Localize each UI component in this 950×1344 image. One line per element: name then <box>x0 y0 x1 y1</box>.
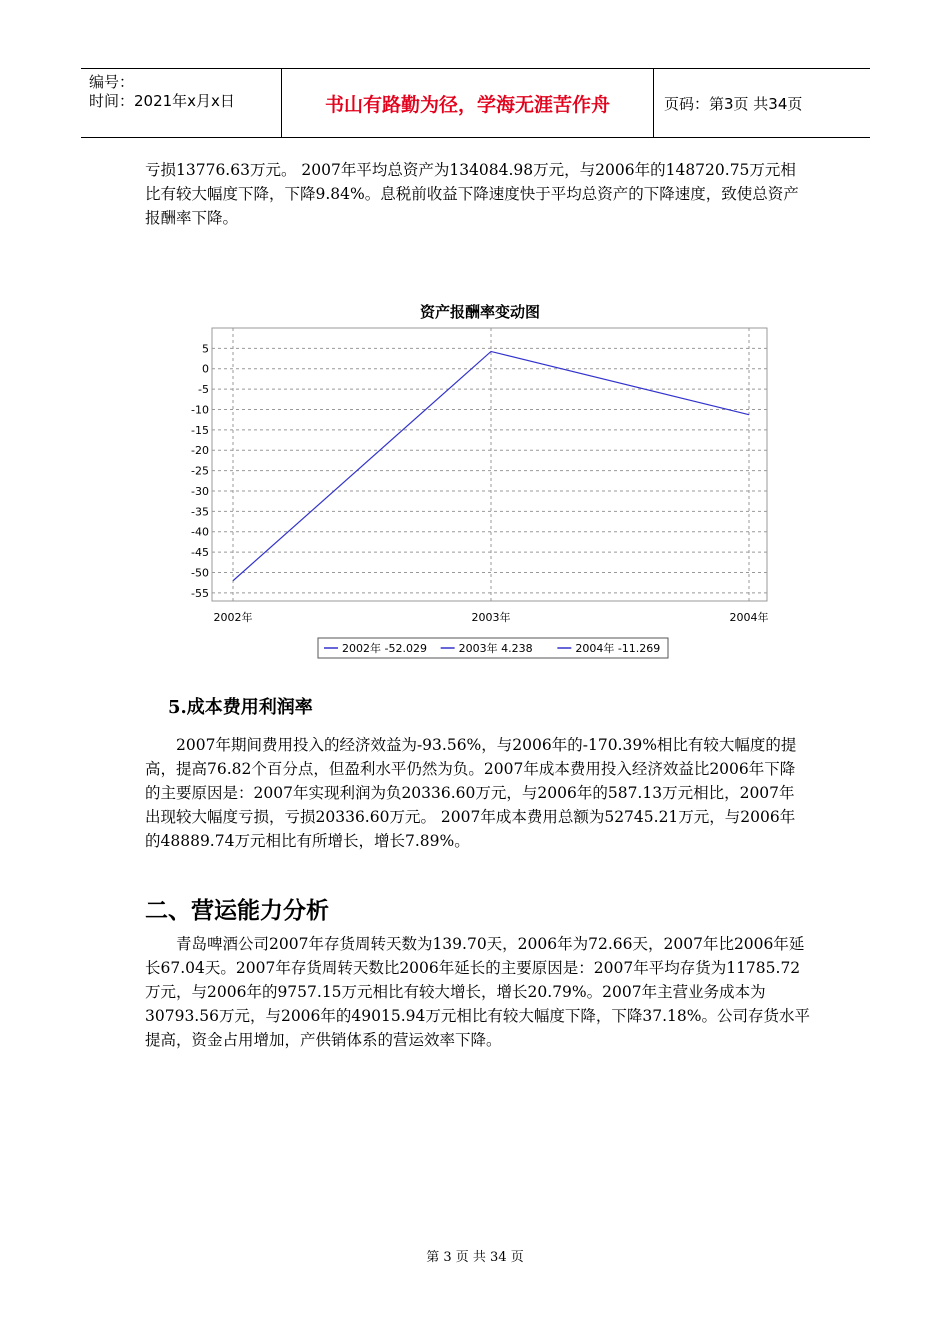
header-time: 时间：2021年x月x日 <box>89 92 235 110</box>
page-header <box>81 68 870 138</box>
chart-legend <box>318 638 668 658</box>
header-number: 编号： <box>89 73 135 91</box>
legend-label: 2002年 -52.029 <box>342 642 427 655</box>
paragraph-asset-return: 亏损13776.63万元。 2007年平均总资产为134084.98万元，与2006年的148720.75万元相比有较大幅度下降，下降9.84%。息税前收益下降速度快于平均总资产的下降速度，致使总资产报酬率下降。 <box>145 161 799 227</box>
x-axis-ticks <box>214 610 769 624</box>
paragraph-inventory: 青岛啤酒公司2007年存货周转天数为139.70天，2006年为72.66天，2007年比2006年延长67.04天。2007年存货周转天数比2006年延长的主要原因是：2007年平均存货为11785.72万元，与2006年的9757.15万元相比有较大增长，增长20.79%。2007年主营业务成本为30793.56万元，与2006年的49015.94万元相比有较大幅度下降，下降37.18%。公司存货水平提高，资金占用增加，产供销体系的营运效率下降。 <box>145 935 810 1049</box>
y-tick-label: -25 <box>191 464 209 478</box>
page-footer: 第 3 页 共 34 页 <box>426 1250 524 1265</box>
y-axis-ticks <box>191 342 209 599</box>
chapter-heading-operations: 二、营运能力分析 <box>145 898 329 924</box>
y-tick-label: -55 <box>191 586 209 600</box>
y-tick-label: -30 <box>191 484 209 498</box>
legend-label: 2003年 4.238 <box>458 642 533 655</box>
x-tick-label: 2004年 <box>729 611 769 624</box>
header-meta <box>81 69 282 137</box>
y-tick-label: -35 <box>191 505 209 519</box>
header-page-info: 页码：第3页 共34页 <box>664 94 803 113</box>
y-tick-label: -45 <box>191 546 209 560</box>
y-tick-label: 5 <box>202 342 209 356</box>
x-tick-label: 2002年 <box>213 611 253 624</box>
asset-return-chart <box>175 290 775 670</box>
y-tick-label: -10 <box>191 403 209 417</box>
chart-title: 资产报酬率变动图 <box>419 303 541 321</box>
section-heading-cost-profit: 5.成本费用利润率 <box>168 697 313 718</box>
paragraph-cost-profit: 2007年期间费用投入的经济效益为-93.56%，与2006年的-170.39%相比有较大幅度的提高，提高76.82个百分点，但盈利水平仍然为负。2007年成本费用投入经济效益比2006年下降的主要原因是：2007年实现利润为负20336.60万元，与2006年的587.13万元相比，2007年出现较大幅度亏损，亏损20336.60万元。 2007年成本费用总额为52745.21万元，与2006年的48889.74万元相比有所增长，增长7.89%。 <box>145 736 797 850</box>
y-tick-label: -15 <box>191 423 209 437</box>
y-tick-label: 0 <box>202 362 209 376</box>
y-tick-label: -5 <box>198 383 209 397</box>
y-tick-label: -40 <box>191 525 209 539</box>
y-tick-label: -20 <box>191 444 209 458</box>
legend-label: 2004年 -11.269 <box>575 642 661 655</box>
x-tick-label: 2003年 <box>471 611 511 624</box>
header-motto: 书山有路勤为径，学海无涯苦作舟 <box>282 69 654 137</box>
y-tick-label: -50 <box>191 566 209 580</box>
